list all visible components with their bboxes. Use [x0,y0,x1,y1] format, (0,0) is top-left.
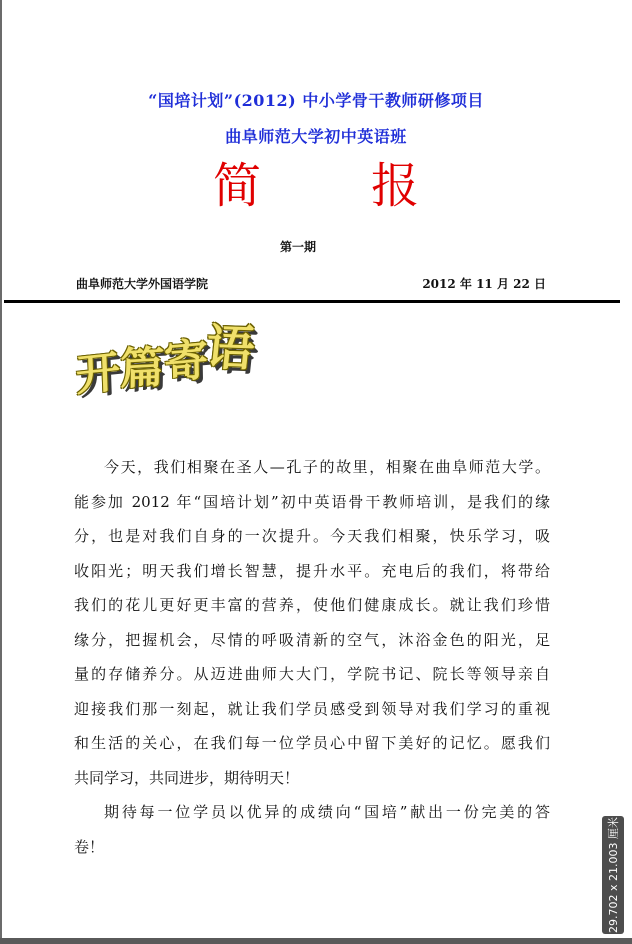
bulletin-title-char-2: 报 [371,158,420,214]
body-line: 卷！ [74,837,105,856]
publish-date: 2012 年 11 月 22 日 [422,277,546,291]
article-body [74,450,550,864]
banner-char-1: 开 [75,346,121,402]
issue-number: 第一期 [279,240,316,254]
body-line: 今天，我们相聚在圣人—孔子的故里，相聚在曲阜师范大学。 [104,458,550,476]
page-size-indicator [602,816,624,934]
banner-char-4: 语 [203,319,258,378]
page-bottom-edge [0,938,632,944]
body-line: 和生活的关心，在我们每一位学员心中留下美好的记忆。愿我们 [74,734,550,752]
project-title: “国培计划”(2012) 中小学骨干教师研修项目 [148,91,484,110]
bulletin-title [0,156,632,216]
bulletin-title-char-1: 简 [212,158,261,214]
section-banner-wordart [75,319,258,402]
banner-char-2: 篇 [119,342,165,396]
body-line: 量的存储养分。从迈进曲师大大门，学院书记、院长等领导亲自 [74,665,550,683]
body-line: 迎接我们那一刻起，就让我们学员感受到领导对我们学习的重视 [74,699,550,718]
publisher: 曲阜师范大学外国语学院 [76,277,209,291]
body-line: 收阳光；明天我们增长智慧，提升水平。充电后的我们，将带给 [74,561,550,580]
body-line: 共同学习，共同进步，期待明天！ [74,768,300,787]
page-size-label: 29.702 x 21.003 厘米 [607,817,620,933]
body-line: 分，也是对我们自身的一次提升。今天我们相聚，快乐学习，吸 [74,527,550,545]
body-line: 缘分，把握机会，尽情的呼吸清新的空气，沐浴金色的阳光，足 [74,630,550,649]
body-line: 我们的花儿更好更丰富的营养，使他们健康成长。就让我们珍惜 [74,596,550,614]
header-divider [4,300,620,303]
class-title: 曲阜师范大学初中英语班 [225,127,407,146]
body-line: 期待每一位学员以优异的成绩向“国培”献出一份完美的答 [104,803,550,821]
body-line: 能参加 2012 年“国培计划”初中英语骨干教师培训，是我们的缘 [74,492,550,511]
banner-char-3: 寄 [163,334,209,390]
